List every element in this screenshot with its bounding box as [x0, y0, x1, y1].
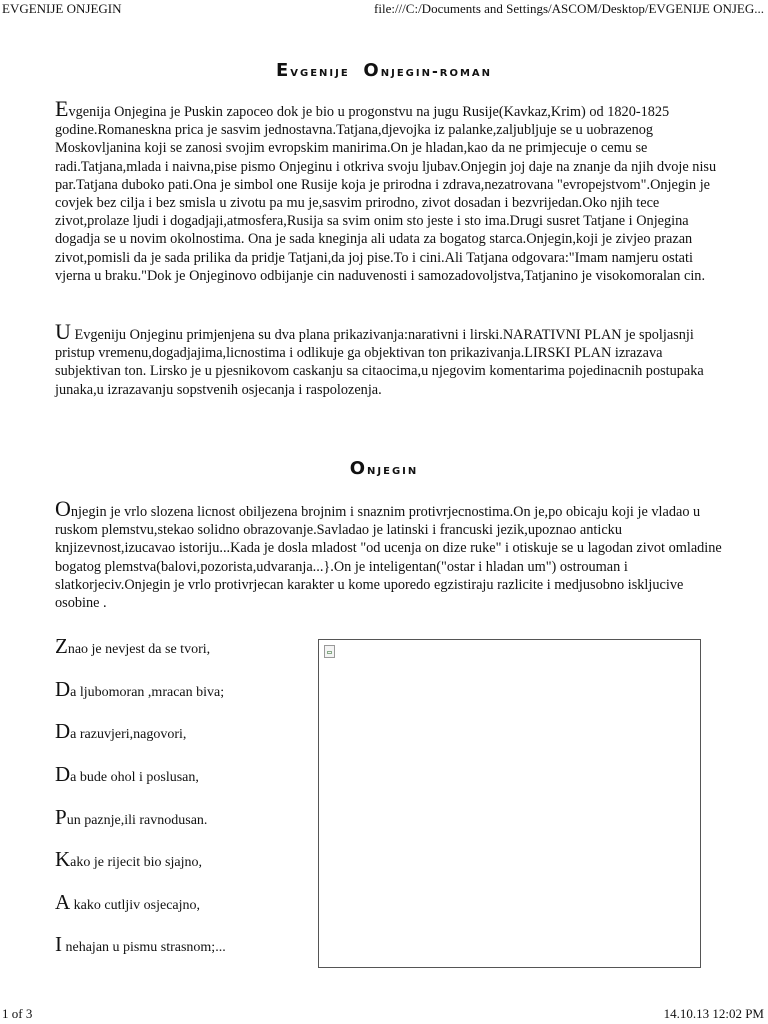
heading-word: njegin-roman	[380, 64, 493, 80]
page-header-path: file:///C:/Documents and Settings/ASCOM/Desktop/EVGENIJE ONJEG...	[374, 1, 764, 16]
verse-initial: A	[55, 890, 71, 914]
verse-text: a bude ohol i poslusan,	[70, 770, 199, 785]
verse-text: nao je nevjest da se tvori,	[67, 642, 211, 657]
paragraph-text: Evgeniju Onjeginu primjenjena su dva plana prikazivanja:narativni i lirski.NARATIVNI PLAN je spoljasnji pristup vremenu,dogadjajima,licnostima i odlikuje ga objektivan ton prikazivanja.LIRSKI PLAN izrazava subjektivan ton. Lirsko je u pjesnikovom caskanju sa citaocima,u njegovim komentarima pojedinacnih postupaka junaka,u izrazavanju sopstvenih osjecanja i raspolozenja.	[55, 327, 704, 398]
verse-initial: P	[55, 805, 67, 829]
paragraph-plans	[55, 319, 725, 399]
heading-initial: E	[275, 60, 291, 81]
image-placeholder	[318, 639, 701, 968]
paragraph-onjegin	[55, 496, 725, 612]
print-timestamp: 14.10.13 12:02 PM	[663, 1006, 764, 1021]
verse-line	[55, 847, 202, 872]
verse-text: un paznje,ili ravnodusan.	[66, 813, 208, 828]
verse-text: a razuvjeri,nagovori,	[70, 727, 187, 742]
verse-line	[55, 762, 199, 787]
verse-text: a ljubomoran ,mracan biva;	[70, 685, 225, 700]
broken-image-icon	[324, 645, 335, 658]
verse-line	[55, 634, 210, 659]
paragraph-intro	[55, 96, 725, 285]
heading-evgenije-onjegin-roman	[0, 60, 768, 81]
heading-initial: O	[363, 60, 381, 81]
verse-line	[55, 719, 186, 744]
verse-line	[55, 932, 226, 957]
drop-initial: E	[55, 96, 69, 121]
verse-initial: D	[55, 762, 71, 786]
heading-initial: O	[349, 458, 368, 479]
verse-line	[55, 677, 224, 702]
page-counter: 1 of 3	[2, 1006, 33, 1021]
verse-text: ako je rijecit bio sjajno,	[70, 855, 202, 870]
verse-initial: K	[55, 847, 71, 871]
page-header-title: EVGENIJE ONJEGIN	[2, 1, 122, 16]
verse-initial: Z	[55, 634, 68, 658]
paragraph-text: njegin je vrlo slozena licnost obiljezena brojnim i snaznim protivrjecnostima.On je,po obicaju koji je vladao u ruskom plemstvu,stekao solidno obrazovanje.Savladao je latinski i francuski jezik,upoznao anticku knjizevnost,izucavao istoriju...Kada je dosla mladost "od ucenja on dize ruke" i otiskuje se u lagodan zivot omladine bogatog plemstva(balovi,pozorista,udvaranja...}.On je inteligentan("ostar i hladan um") ostrouman i slatkorjeciv.Onjegin je vrlo protivrjecan karakter u kome uporedo egzistiraju razlicite i medjusobno iskljucive osobine .	[55, 504, 722, 612]
heading-word: vgenije	[290, 64, 350, 80]
heading-onjegin	[0, 458, 768, 479]
verse-text: nehajan u pismu strasnom;...	[62, 940, 226, 955]
paragraph-text: vgenija Onjegina je Puskin zapoceo dok je bio u progonstvu na jugu Rusije(Kavkaz,Krim) od 1820-1825 godine.Romaneskna prica je sasvim jednostavna.Tatjana,djevojka iz palanke,zaljubljuje se u uobrazenog Moskovljanina koji se zanosi svojim evropskim manirima.On je hladan,kao da ne primjecuje o cemu se radi.Tatjana,mlada i naivna,pise pismo Onjeginu i otkriva svoju ljubav.Onjegin joj daje na znanje da njih dvoje nisu par.Tatjana duboko pati.Ona je simbol one Rusije koja je prirodna i zdrava,nezatrovana "evropejstvom".Onjegin je covjek bez cilja i bez smisla u zivotu pa mu je,sasvim prirodno, zivot dosadan i bezvrijedan.Oko njih tece zivot,prolaze ljudi i dogadjaji,atmosfera,Rusija sa svim onim sto jeste i sto ima.Drugi susret Tatjane i Onjegina dogadja se u novim okolnostima. Ona je sada kneginja ali udata za bogatog starca.Onjegin,koji je zivjeo prazan zivot,pomisli da je sada prilika da pridje Tatjani,da joj pise.To i cini.Ali Tatjana odgovara:"Imam namjeru ostati vjerna u braku."Dok je Onjeginovo odbijanje cin naduvenosti i samozadovoljstva,Tatjanino je visokomoralan cin.	[55, 104, 717, 284]
verse-text: kako cutljiv osjecajno,	[70, 898, 201, 913]
verse-line	[55, 805, 207, 830]
drop-initial: U	[55, 319, 71, 344]
verse-line	[55, 890, 200, 915]
drop-initial: O	[55, 496, 71, 521]
verse-initial: I	[55, 932, 62, 956]
verse-initial: D	[55, 677, 71, 701]
heading-word: njegin	[367, 462, 419, 478]
verse-initial: D	[55, 719, 71, 743]
